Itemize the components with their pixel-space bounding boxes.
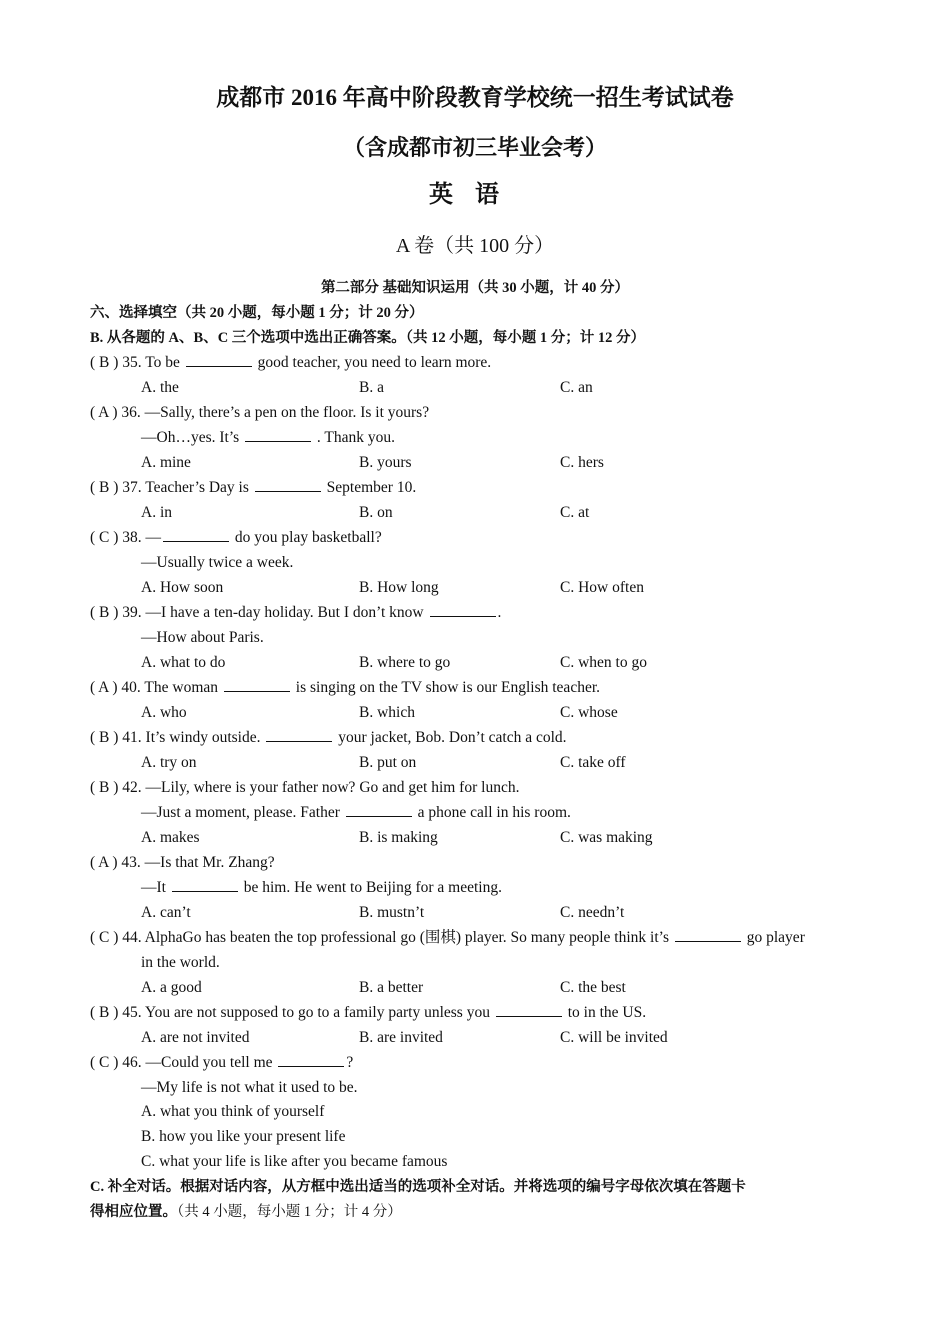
option-c: C. an	[560, 379, 593, 396]
question-38: ( C ) 38. — do you play basketball?	[90, 529, 382, 546]
option-b: B. put on	[359, 754, 417, 771]
option-b: B. where to go	[359, 654, 451, 671]
option-b: B. a	[359, 379, 384, 396]
option-b: B. which	[359, 704, 415, 721]
option-b: B. how you like your present life	[141, 1128, 346, 1145]
question-43: ( A ) 43. —Is that Mr. Zhang?	[90, 854, 275, 871]
option-a: A. the	[141, 379, 179, 396]
question-42-line2: —Just a moment, please. Father a phone call in his room.	[141, 804, 571, 821]
option-c: C. take off	[560, 754, 626, 771]
option-b: B. How long	[359, 579, 439, 596]
question-43-line2: —It be him. He went to Beijing for a meeting.	[141, 879, 502, 896]
paper-title: A 卷（共 100 分）	[395, 235, 555, 257]
exam-subtitle: （含成都市初三毕业会考）	[342, 135, 607, 160]
answer-blank	[278, 1054, 344, 1067]
question-35: ( B ) 35. To be good teacher, you need to learn more.	[90, 354, 492, 371]
question-40: ( A ) 40. The woman is singing on the TV show is our English teacher.	[90, 679, 601, 696]
answer-blank	[245, 429, 311, 442]
option-b: B. a better	[359, 979, 424, 996]
answer-blank	[224, 679, 290, 692]
question-39-line2: —How about Paris.	[141, 629, 264, 646]
option-c: C. was making	[560, 829, 653, 846]
option-c: C. needn’t	[560, 904, 625, 921]
option-b: B. is making	[359, 829, 438, 846]
subject-title: 英语	[429, 182, 521, 208]
question-44: ( C ) 44. AlphaGo has beaten the top professional go (围棋) player. So many people think it’s go player	[90, 929, 805, 946]
option-a: A. can’t	[141, 904, 191, 921]
answer-blank	[255, 479, 321, 492]
answer-blank	[675, 929, 741, 942]
question-41: ( B ) 41. It’s windy outside. your jacket, Bob. Don’t catch a cold.	[90, 729, 567, 746]
option-b: B. on	[359, 504, 393, 521]
answer-blank	[163, 529, 229, 542]
option-c: C. How often	[560, 579, 644, 596]
answer-blank	[266, 729, 332, 742]
exam-title: 成都市 2016 年高中阶段教育学校统一招生考试试卷	[216, 85, 734, 110]
option-c: C. whose	[560, 704, 618, 721]
option-b: B. are invited	[359, 1029, 443, 1046]
option-a: A. are not invited	[141, 1029, 250, 1046]
option-b: B. mustn’t	[359, 904, 425, 921]
option-c: C. hers	[560, 454, 604, 471]
option-c: C. at	[560, 504, 590, 521]
option-b: B. yours	[359, 454, 412, 471]
question-46: ( C ) 46. —Could you tell me ?	[90, 1054, 354, 1071]
section-b-heading: B. 从各题的 A、B、C 三个选项中选出正确答案。（共 12 小题，每小题 1 分；计 12 分）	[90, 330, 646, 346]
option-c: C. will be invited	[560, 1029, 668, 1046]
question-46-line2: —My life is not what it used to be.	[141, 1079, 358, 1096]
answer-blank	[172, 879, 238, 892]
option-c: C. what your life is like after you became famous	[141, 1153, 448, 1170]
question-45: ( B ) 45. You are not supposed to go to a family party unless you to in the US.	[90, 1004, 647, 1021]
option-c: C. when to go	[560, 654, 647, 671]
answer-blank	[496, 1004, 562, 1017]
question-44-line2: in the world.	[141, 954, 220, 971]
answer-blank	[430, 604, 496, 617]
question-37: ( B ) 37. Teacher’s Day is September 10.	[90, 479, 417, 496]
section-c-heading-line2: 得相应位置。（共 4 小题，每小题 1 分；计 4 分）	[90, 1204, 402, 1220]
part-heading: 第二部分 基础知识运用（共 30 小题，计 40 分）	[320, 280, 630, 296]
question-38-line2: —Usually twice a week.	[141, 554, 294, 571]
section-c-heading: C. 补全对话。根据对话内容，从方框中选出适当的选项补全对话。并将选项的编号字母依次填在答题卡	[90, 1179, 746, 1195]
option-a: A. makes	[141, 829, 200, 846]
answer-blank	[346, 804, 412, 817]
question-39: ( B ) 39. —I have a ten-day holiday. But I don’t know .	[90, 604, 502, 621]
section-six-heading: 六、选择填空（共 20 小题，每小题 1 分；计 20 分）	[90, 305, 424, 321]
option-a: A. a good	[141, 979, 202, 996]
option-a: A. what to do	[141, 654, 226, 671]
option-a: A. How soon	[141, 579, 224, 596]
option-a: A. mine	[141, 454, 191, 471]
question-36: ( A ) 36. —Sally, there’s a pen on the floor. Is it yours?	[90, 404, 430, 421]
question-36-line2: —Oh…yes. It’s . Thank you.	[141, 429, 395, 446]
option-a: A. what you think of yourself	[141, 1103, 325, 1120]
option-a: A. in	[141, 504, 172, 521]
answer-blank	[186, 354, 252, 367]
option-c: C. the best	[560, 979, 626, 996]
question-42: ( B ) 42. —Lily, where is your father now? Go and get him for lunch.	[90, 779, 520, 796]
option-a: A. who	[141, 704, 187, 721]
option-a: A. try on	[141, 754, 197, 771]
